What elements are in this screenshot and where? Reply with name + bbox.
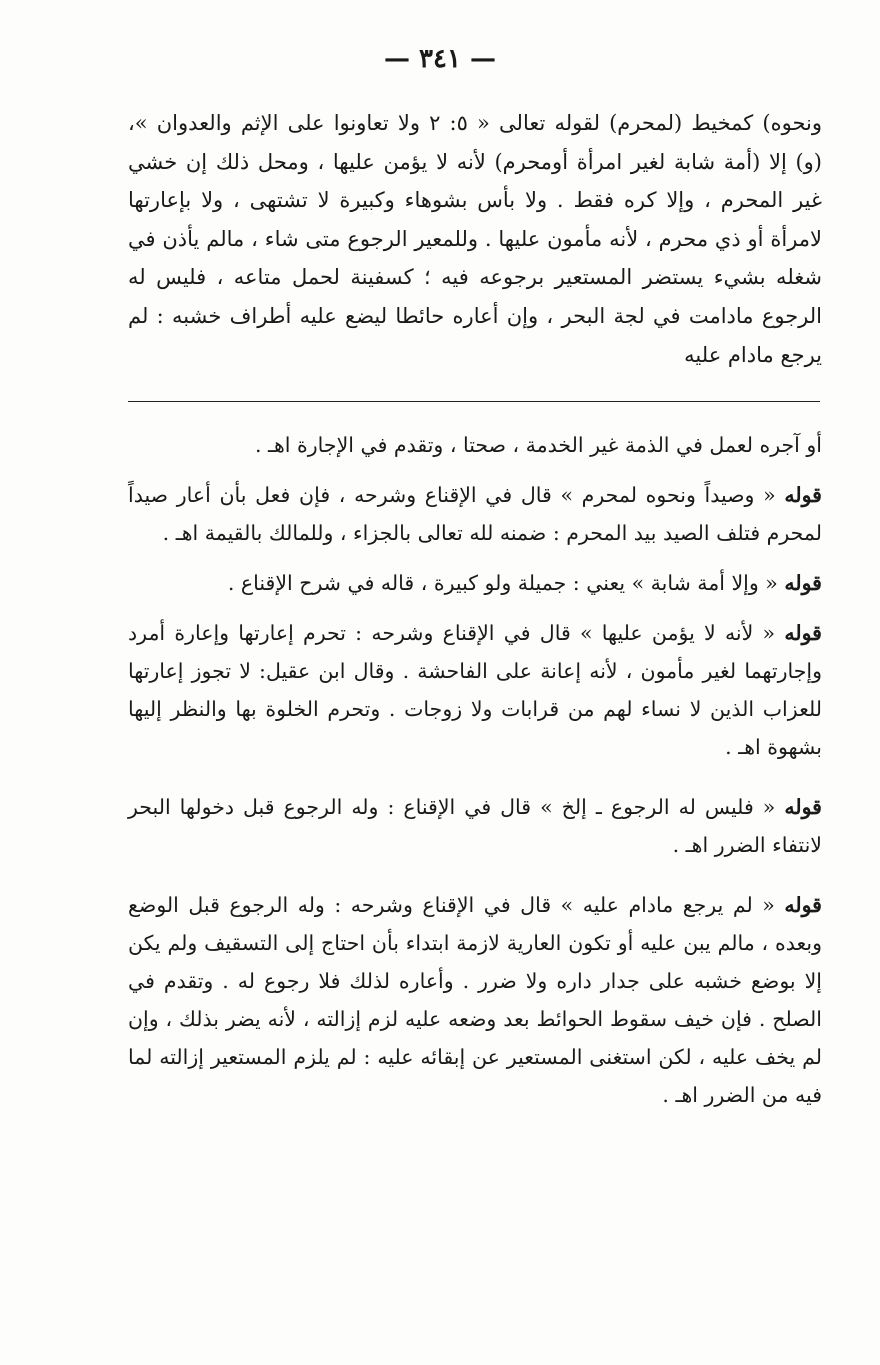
- footnote-text: « لأنه لا يؤمن عليها » قال في الإقناع وشرحه : تحرم إعارتها وإعارة أمرد وإجارتهما لغير مأمون ، لأنه إعانة على الفاحشة . وقال ابن عقيل: لا تجوز إعارتها للعزاب الذين لا نساء لهم من قرابات ولا زوجات . وتحرم الخلوة بها والنظر إليها بشهوة اهـ .: [128, 621, 822, 759]
- footnote-text: « وصيداً ونحوه لمحرم » قال في الإقناع وشرحه ، فإن فعل بأن أعار صيداً لمحرم فتلف الصيد بيد المحرم : ضمنه لله تعالى بالجزاء ، وللمالك بالقيمة اهـ .: [128, 483, 822, 545]
- footnote-text: « لم يرجع مادام عليه » قال في الإقناع وشرحه : وله الرجوع قبل الوضع وبعده ، مالم يبن عليه أو تكون العارية لازمة ابتداء بأن احتاج إلى التسقيف ولم يكن إلا بوضع خشبه على جدار داره ولا ضرر . وأعاره لذلك فلا رجوع له . وتقدم في الصلح . فإن خيف سقوط الحوائط بعد وضعه عليه لزم إزالته ، لأنه يضر بذلك ، وإن لم يخف عليه ، لكن استغنى المستعير عن إبقائه عليه : لم يلزم المستعير إزالته لما فيه من الضرر اهـ .: [128, 893, 822, 1107]
- footnotes: [128, 426, 822, 1126]
- footnote-keyword: قوله: [784, 795, 822, 819]
- footnote-keyword: قوله: [784, 483, 822, 507]
- main-paragraph: ونحوه) كمخيط (لمحرم) لقوله تعالى « ٥: ٢ ولا تعاونوا على الإثم والعدوان »، (و) إلا (أمة شابة لغير امرأة أومحرم) لأنه لا يؤمن عليها ، ومحل ذلك إن خشي غير المحرم ، وإلا كره فقط . ولا بأس بشوهاء وكبيرة لا تشتهى ، ولا بإعارتها لامرأة أو ذي محرم ، لأنه مأمون عليها . وللمعير الرجوع متى شاء ، مالم يأذن في شغله بشيء يستضر المستعير برجوعه فيه ؛ كسفينة لحمل متاعه ، فليس له الرجوع مادامت في لجة البحر ، وإن أعاره حائطا ليضع عليه أطراف خشبه : لم يرجع مادام عليه: [128, 111, 822, 367]
- footnote-3: [128, 564, 822, 602]
- footnote-text: « فليس له الرجوع ـ إلخ » قال في الإقناع : وله الرجوع قبل دخولها البحر لانتفاء الضرر اهـ .: [128, 795, 822, 857]
- footnote-keyword: قوله: [784, 571, 822, 595]
- footnote-keyword: قوله: [784, 621, 822, 645]
- footnote-5: [128, 788, 822, 864]
- footnote-4: [128, 614, 822, 766]
- footnote-divider: [128, 401, 820, 402]
- page-number: — ٣٤١ —: [383, 44, 497, 74]
- footnote-keyword: قوله: [784, 893, 822, 917]
- main-text: [128, 104, 822, 374]
- footnote-text: أو آجره لعمل في الذمة غير الخدمة ، صحتا ، وتقدم في الإجارة اهـ .: [254, 433, 822, 457]
- footnote-text: « وإلا أمة شابة » يعني : جميلة ولو كبيرة ، قاله في شرح الإقناع .: [227, 571, 778, 595]
- footnote-6: [128, 886, 822, 1114]
- footnote-2: [128, 476, 822, 552]
- footnote-1: [128, 426, 822, 464]
